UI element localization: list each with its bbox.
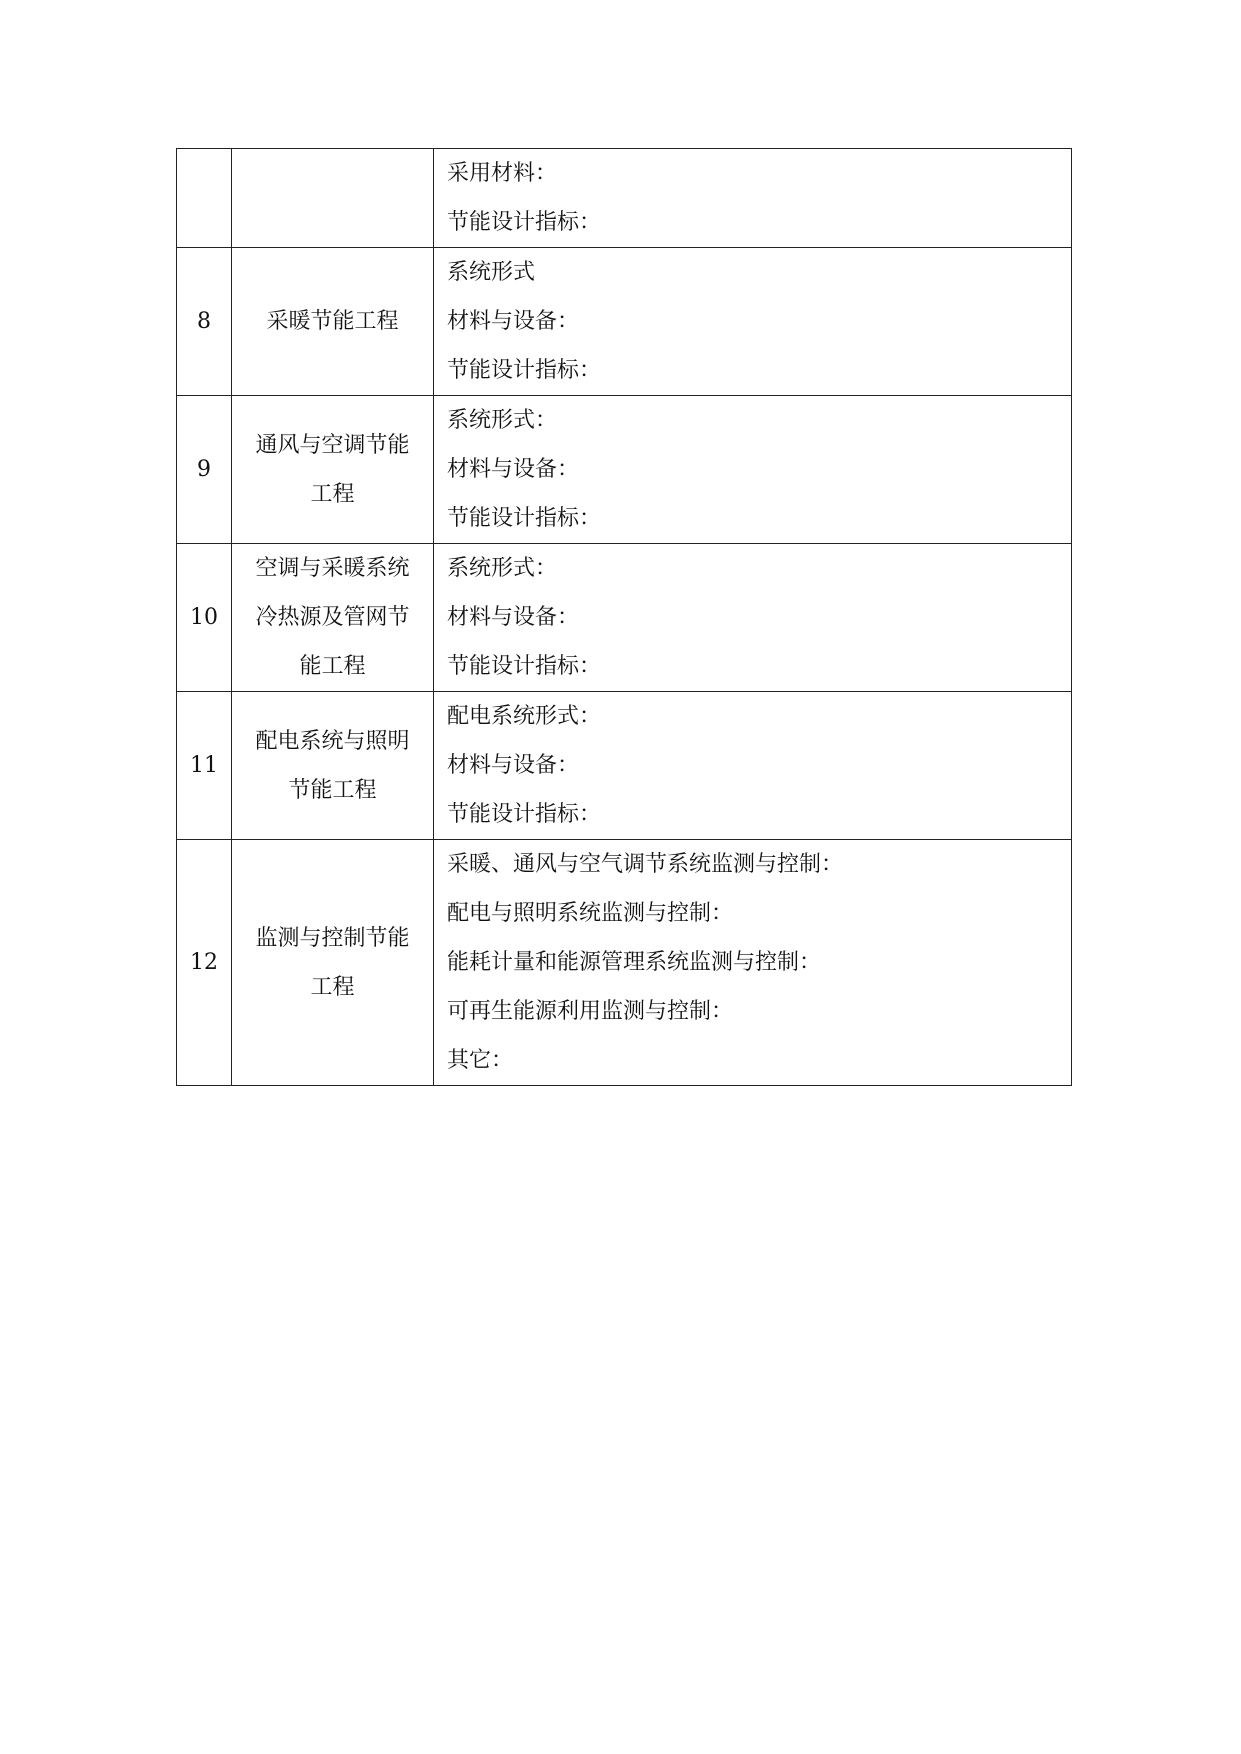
- content-line: 其它：: [447, 1048, 514, 1073]
- table-row: [177, 396, 1072, 544]
- content-line: 采用材料：: [447, 161, 558, 186]
- row-number: [177, 149, 232, 248]
- content-line: 节能设计指标：: [447, 506, 602, 531]
- content-line: 系统形式：: [447, 556, 558, 581]
- row-item-name: [232, 396, 434, 544]
- content-line: 材料与设备：: [447, 457, 580, 482]
- table-row: [177, 544, 1072, 692]
- row-item-name: [232, 692, 434, 840]
- energy-saving-design-table: [176, 148, 1072, 1086]
- table-row: [177, 840, 1072, 1086]
- row-item-name: [232, 544, 434, 692]
- content-line: 节能设计指标：: [447, 210, 602, 235]
- content-line: 节能设计指标：: [447, 654, 602, 679]
- item-name-line: 采暖节能工程: [266, 309, 399, 334]
- content-line: 采暖、通风与空气调节系统监测与控制：: [447, 852, 844, 877]
- row-content: [434, 840, 1072, 1086]
- row-content: [434, 396, 1072, 544]
- content-line: 材料与设备：: [447, 605, 580, 630]
- content-line: 系统形式：: [447, 408, 558, 433]
- row-content: [434, 544, 1072, 692]
- item-name-line: 监测与控制节能: [255, 925, 410, 951]
- content-line: 节能设计指标：: [447, 802, 602, 827]
- row-content: [434, 692, 1072, 840]
- row-content: [434, 149, 1072, 248]
- row-item-name: [232, 248, 434, 396]
- content-line: 可再生能源利用监测与控制：: [447, 999, 734, 1024]
- content-line: 配电系统形式：: [447, 704, 602, 729]
- content-line: 配电与照明系统监测与控制：: [447, 901, 734, 926]
- content-line: 系统形式: [447, 260, 536, 285]
- row-number: 12: [177, 840, 232, 1086]
- content-line: 节能设计指标：: [447, 358, 602, 383]
- table-row: [177, 692, 1072, 840]
- table-row: [177, 248, 1072, 396]
- row-number: 11: [177, 692, 232, 840]
- item-name-line: 节能工程: [288, 777, 377, 803]
- row-number: 8: [177, 248, 232, 396]
- item-name-line: 空调与采暖系统: [255, 556, 410, 581]
- item-name-line: 能工程: [299, 654, 366, 679]
- row-number: 9: [177, 396, 232, 544]
- row-item-name: [232, 840, 434, 1086]
- content-line: 能耗计量和能源管理系统监测与控制：: [447, 950, 822, 975]
- row-content: [434, 248, 1072, 396]
- item-name-line: 工程: [310, 974, 355, 1000]
- content-line: 材料与设备：: [447, 753, 580, 778]
- row-item-name: [232, 149, 434, 248]
- item-name-line: 工程: [310, 481, 355, 507]
- item-name-line: 配电系统与照明: [255, 728, 410, 754]
- item-name-line: 冷热源及管网节: [255, 605, 410, 630]
- row-number: 10: [177, 544, 232, 692]
- table-row: [177, 149, 1072, 248]
- content-line: 材料与设备：: [447, 309, 580, 334]
- item-name-line: 通风与空调节能: [255, 432, 410, 458]
